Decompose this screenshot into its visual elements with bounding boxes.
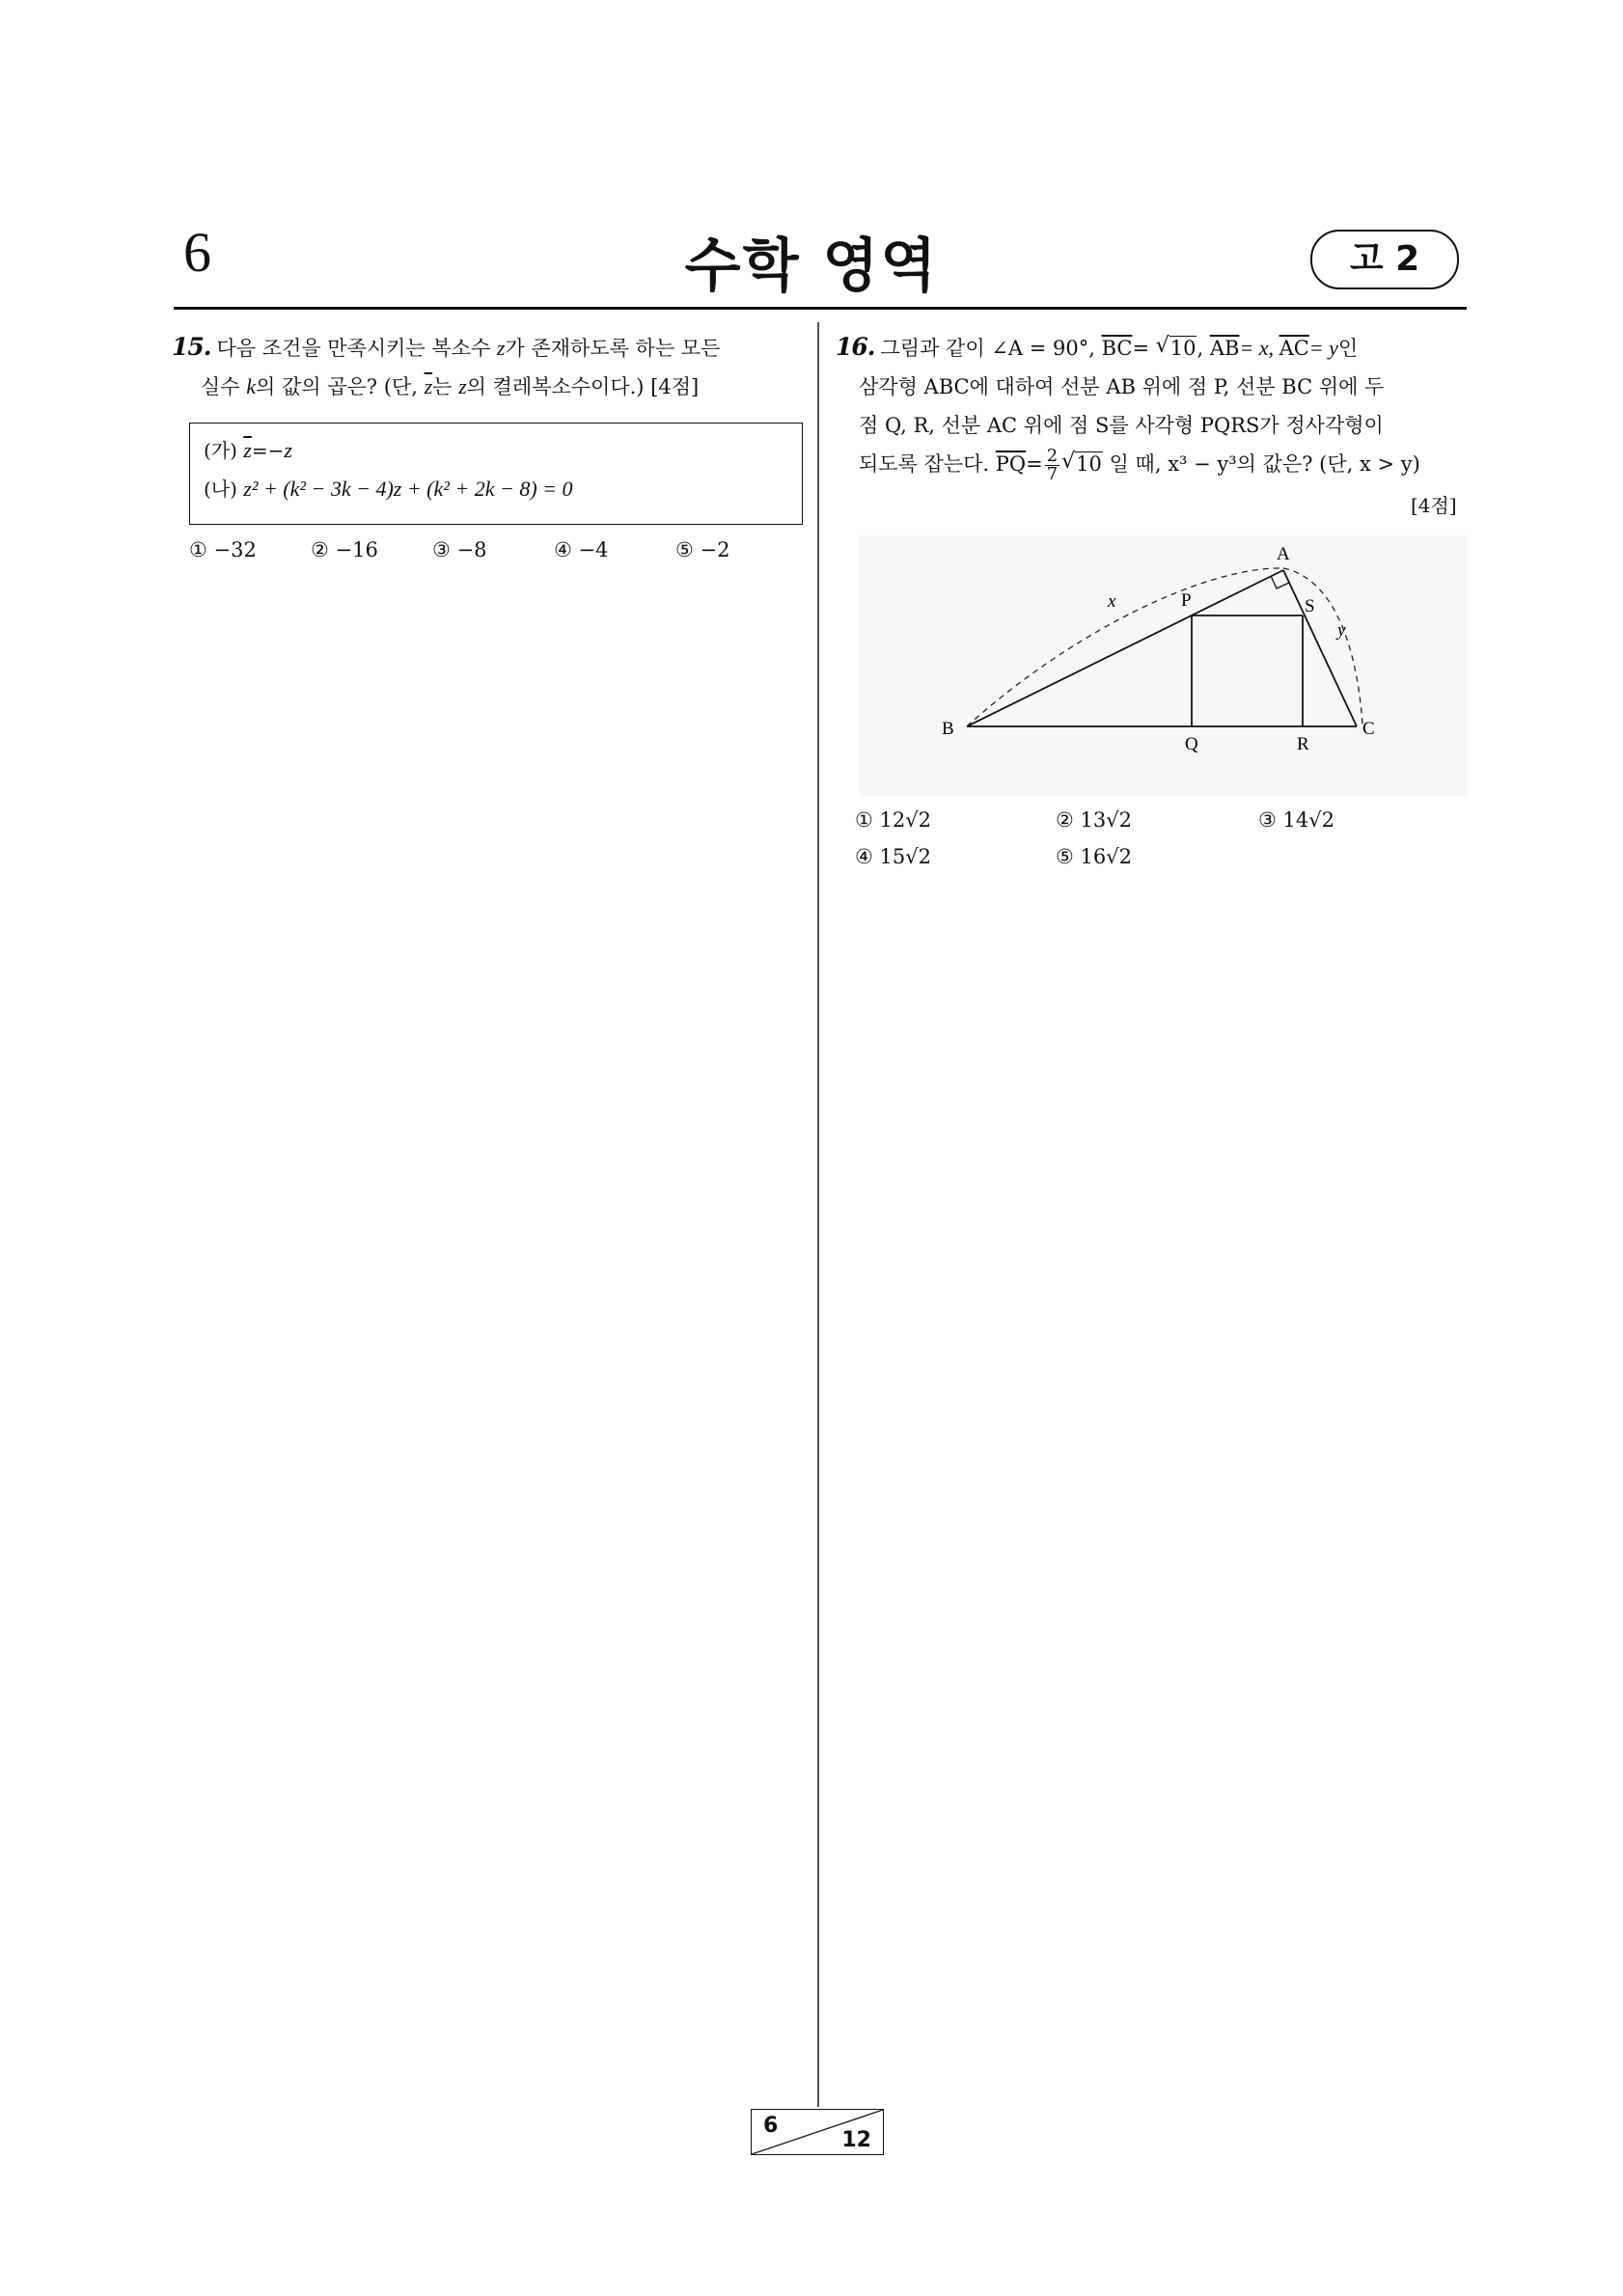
q16-points: [4점] bbox=[1411, 494, 1457, 517]
q16-choice-4[interactable]: ④ 15√2 bbox=[855, 845, 931, 868]
label-s: S bbox=[1305, 596, 1315, 616]
q16-line-3: 점 Q, R, 선분 AC 위에 점 S를 사각형 PQRS가 정사각형이 bbox=[859, 414, 1384, 437]
q16-line-2: 삼각형 ABC에 대하여 선분 AB 위에 점 P, 선분 BC 위에 두 bbox=[859, 375, 1385, 398]
q15-line-1: 15. 다음 조건을 만족시키는 복소수 z가 존재하도록 하는 모든 bbox=[172, 333, 721, 361]
label-p: P bbox=[1181, 590, 1192, 611]
label-a: A bbox=[1277, 544, 1290, 564]
pager-current: 6 bbox=[763, 2114, 779, 2138]
pager-total: 12 bbox=[841, 2128, 871, 2152]
q15-line-2: 실수 k의 값의 곱은? (단, $\overline{z}$는 z의 켤레복소수이다.) [4점] bbox=[201, 374, 700, 398]
side-ac bbox=[1283, 570, 1357, 726]
triangle-figure bbox=[859, 535, 1467, 796]
q16-choice-3[interactable]: ③ 14√2 bbox=[1258, 808, 1334, 832]
q15-choice-1[interactable]: ① −32 bbox=[189, 538, 257, 561]
label-y: y bbox=[1337, 620, 1346, 641]
q15-choice-4[interactable]: ④ −4 bbox=[554, 538, 609, 561]
condition-box bbox=[189, 423, 803, 525]
header-rule bbox=[174, 307, 1467, 310]
page-title: 수학 영역 bbox=[684, 232, 939, 300]
label-q: Q bbox=[1185, 734, 1198, 754]
page-indicator bbox=[751, 2109, 884, 2155]
q16-line-1: 16. 그림과 같이 ∠A = 90°, $\overline{BC}=$ √ 10, $\overline{AB}= x$, $\overline{AC}= y$인 bbox=[836, 328, 1468, 368]
q16-number: 16. bbox=[836, 333, 875, 361]
arc-y bbox=[1283, 568, 1362, 724]
condition-a: (가) $\overline{z}=-z$ bbox=[204, 438, 292, 462]
page-number: 6 bbox=[183, 221, 211, 284]
side-ab bbox=[967, 570, 1283, 726]
question-15 bbox=[172, 328, 789, 406]
q15-choice-5[interactable]: ⑤ −2 bbox=[675, 538, 730, 561]
q16-choice-5[interactable]: ⑤ 16√2 bbox=[1056, 845, 1132, 868]
q16-line-4: 되도록 잡는다. $\overline{PQ}=$ $\frac{2}{7}$ √ 10 일 때, x³ − y³의 값은? (단, x > y) bbox=[836, 445, 1468, 483]
q15-choice-2[interactable]: ② −16 bbox=[311, 538, 378, 561]
question-16 bbox=[836, 328, 1468, 483]
sqrt-10: √ 10 bbox=[1156, 329, 1197, 368]
q16-choice-1[interactable]: ① 12√2 bbox=[855, 808, 931, 832]
condition-b: (나) z² + (k² − 3k − 4)z + (k² + 2k − 8) = 0 bbox=[204, 477, 573, 501]
label-x: x bbox=[1108, 591, 1116, 612]
q16-choice-2[interactable]: ② 13√2 bbox=[1056, 808, 1132, 832]
q15-choice-3[interactable]: ③ −8 bbox=[432, 538, 487, 561]
triangle-diagram bbox=[859, 535, 1467, 796]
label-r: R bbox=[1297, 734, 1309, 754]
column-divider bbox=[817, 322, 819, 2107]
label-b: B bbox=[942, 719, 954, 739]
fraction-2-7: $\frac{2}{7}$ bbox=[1046, 446, 1059, 484]
label-c: C bbox=[1362, 719, 1375, 739]
grade-badge: 고 2 bbox=[1310, 230, 1459, 289]
q15-number: 15. bbox=[172, 333, 211, 361]
